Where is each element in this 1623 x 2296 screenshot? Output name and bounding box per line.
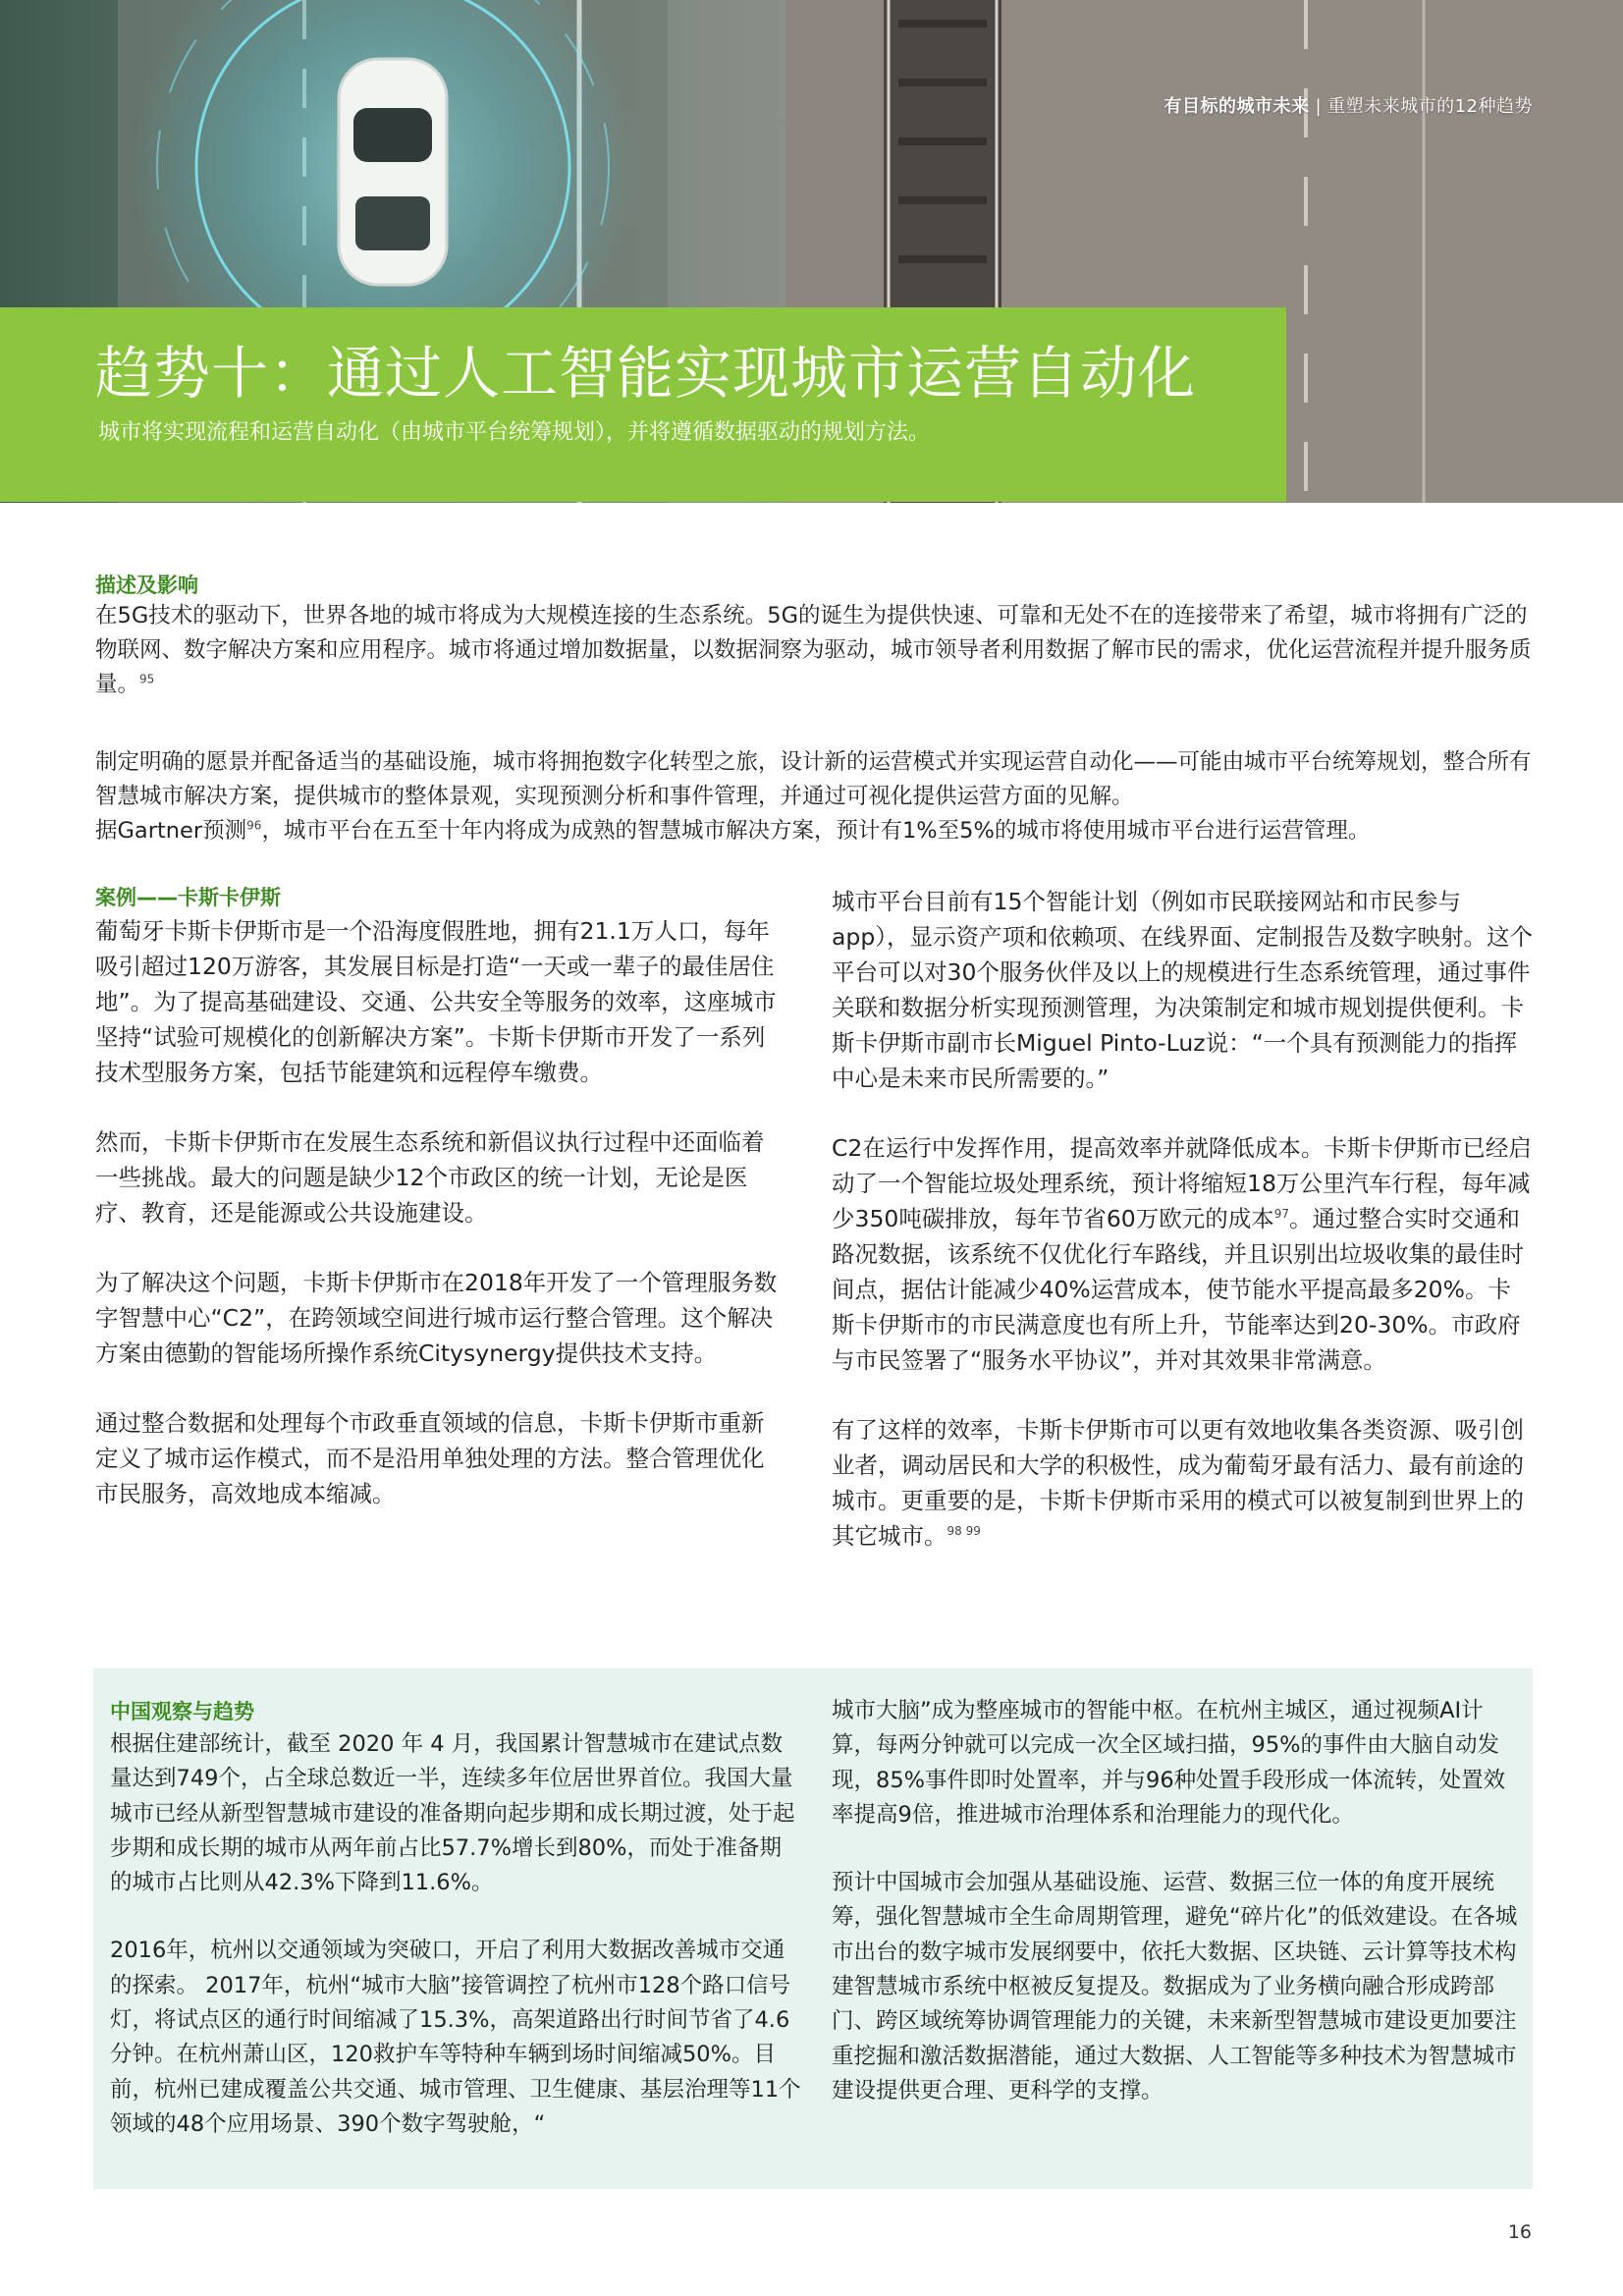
china-paragraph: 根据住建部统计，截至 2020 年 4 月，我国累计智慧城市在建试点数量达到749个，占全球总数近一半，连续多年位居世界首位。我国大量城市已经从新型智慧城市建设的准备期向起步期和成长期过渡，处于起步期和成长期的城市从两年前占比57.7%增长到80%，而处于准备期的城市占比则从42.3%下降到11.6%。 xyxy=(110,1731,795,1896)
page-subtitle: 城市将实现流程和运营自动化（由城市平台统筹规划），并将遵循数据驱动的规划方法。 xyxy=(98,420,931,445)
page-title: 趋势十：通过人工智能实现城市运营自动化 xyxy=(95,340,1197,407)
section-heading-description: 描述及影响 xyxy=(95,574,198,597)
intro-paragraph-3 xyxy=(95,814,1548,848)
case-paragraph xyxy=(832,1412,1534,1554)
footnote-ref: 97 xyxy=(1273,1207,1290,1222)
section-heading-case: 案例——卡斯卡伊斯 xyxy=(95,886,281,909)
case-p2-text-a: C2在运行中发挥作用，提高效率并就降低成本。卡斯卡伊斯市已经启动了一个智能垃圾处理系统，预计将缩短18万公里汽车行程，每年减少350吨碳排放，每年节省60万欧元的成本 xyxy=(832,1134,1532,1232)
case-paragraph: 通过整合数据和处理每个市政垂直领域的信息，卡斯卡伊斯市重新定义了城市运作模式，而不是沿用单独处理的方法。整合管理优化市民服务，高效地成本缩减。 xyxy=(95,1409,765,1507)
footnote-ref: 95 xyxy=(139,672,155,686)
header-separator: | xyxy=(1315,96,1323,117)
report-header-tag xyxy=(1164,92,1533,118)
case-right-column xyxy=(832,884,1534,1588)
report-title: 有目标的城市未来 xyxy=(1163,96,1310,117)
case-paragraph: 城市平台目前有15个智能计划（例如市民联接网站和市民参与app），显示资产项和依赖项、在线界面、定制报告及数字映射。这个平台可以对30个服务伙伴及以上的规模进行生态系统管理，通过事件关联和数据分析实现预测管理，为决策制定和城市规划提供便利。卡斯卡伊斯市副市长Miguel Pinto-Luz说：“一个具有预测能力的指挥中心是未来市民所需要的。” xyxy=(832,888,1533,1092)
section-heading-china: 中国观察与趋势 xyxy=(110,1700,254,1723)
case-p3-text: 有了这样的效率，卡斯卡伊斯市可以更有效地收集各类资源、吸引创业者，调动居民和大学的积极性，成为葡萄牙最有活力、最有前途的城市。更重要的是，卡斯卡伊斯市采用的模式可以被复制到世界上的其它城市。 xyxy=(832,1416,1524,1550)
report-subtitle: 重塑未来城市的12种趋势 xyxy=(1327,96,1533,117)
case-left-column xyxy=(95,882,783,1546)
page-number: 16 xyxy=(1507,2221,1532,2243)
intro-p3-text-b: ，城市平台在五至十年内将成为成熟的智慧城市解决方案，预计有1%至5%的城市将使用城市平台进行运营管理。 xyxy=(261,818,1371,844)
china-paragraph: 2016年，杭州以交通领域为突破口，开启了利用大数据改善城市交通的探索。 2017年，杭州“城市大脑”接管调控了杭州市128个路口信号灯，将试点区的通行时间缩减了15.3%，高架道路出行时间节省了4.6分钟。在杭州萧山区，120救护车等特种车辆到场时间缩减50%。目前，杭州已建成覆盖公共交通、城市管理、卫生健康、基层治理等11个领域的48个应用场景、390个数字驾驶舱，“ xyxy=(110,1938,801,2137)
intro-p3-text-a: 据Gartner预测 xyxy=(95,818,247,844)
china-paragraph: 预计中国城市会加强从基础设施、运营、数据三位一体的角度开展统筹，强化智慧城市全生命周期管理，避免“碎片化”的低效建设。在各城市出台的数字城市发展纲要中，依托大数据、区块链、云计算等技术构建智慧城市系统中枢被反复提及。数据成为了业务横向融合形成跨部门、跨区域统筹协调管理能力的关键，未来新型智慧城市建设更加要注重挖掘和激活数据潜能，通过大数据、人工智能等多种技术为智慧城市建设提供更合理、更科学的支撑。 xyxy=(832,1870,1518,2104)
china-right-column xyxy=(832,1694,1524,2142)
intro-p1-text: 在5G技术的驱动下，世界各地的城市将成为大规模连接的生态系统。5G的诞生为提供快速、可靠和无处不在的连接带来了希望，城市将拥有广泛的物联网、数字解决方案和应用程序。城市将通过增加数据量，以数据洞察为驱动，城市领导者利用数据了解市民的需求，优化运营流程并提升服务质量。 xyxy=(95,603,1532,697)
case-paragraph xyxy=(832,1130,1534,1378)
footnote-ref: 98 99 xyxy=(947,1524,981,1539)
china-paragraph: 城市大脑”成为整座城市的智能中枢。在杭州主城区，通过视频AI计算，每两分钟就可以完成一次全区域扫描，95%的事件由大脑自动发现，85%事件即时处置率，并与96种处置手段形成一体流转，处置效率提高9倍，推进城市治理体系和治理能力的现代化。 xyxy=(832,1698,1506,1828)
title-banner xyxy=(0,307,1286,502)
china-left-column xyxy=(110,1696,802,2175)
intro-paragraph-2: 制定明确的愿景并配备适当的基础设施，城市将拥抱数字化转型之旅，设计新的运营模式并实现运营自动化——可能由城市平台统筹规划，整合所有智慧城市解决方案，提供城市的整体景观，实现预测分析和事件管理，并通过可视化提供运营方面的见解。 xyxy=(95,749,1532,809)
case-paragraph: 然而，卡斯卡伊斯市在发展生态系统和新倡议执行过程中还面临着一些挑战。最大的问题是缺少12个市政区的统一计划，无论是医疗、教育，还是能源或公共设施建设。 xyxy=(95,1128,765,1227)
footnote-ref: 96 xyxy=(246,818,262,833)
intro-paragraph-1 xyxy=(95,599,1548,702)
case-paragraph: 为了解决这个问题，卡斯卡伊斯市在2018年开发了一个管理服务数字智慧中心“C2”，在跨领域空间进行城市运行整合管理。这个解决方案由德勤的智能场所操作系统Citysynergy提供技术支持。 xyxy=(95,1269,778,1367)
case-paragraph: 葡萄牙卡斯卡伊斯市是一个沿海度假胜地，拥有21.1万人口，每年吸引超过120万游客，其发展目标是打造“一天或一辈子的最佳居住地”。为了提高基础建设、交通、公共安全等服务的效率，这座城市坚持“试验可规模化的创新解决方案”。卡斯卡伊斯市开发了一系列技术型服务方案，包括节能建筑和远程停车缴费。 xyxy=(95,917,777,1086)
case-p2-text-b: 。通过整合实时交通和路况数据，该系统不仅优化行车路线，并且识别出垃圾收集的最佳时间点，据估计能减少40%运营成本，使节能水平提高最多20%。卡斯卡伊斯市的市民满意度也有所上升，节能率达到20-30%。市政府与市民签署了“服务水平协议”，并对其效果非常满意。 xyxy=(832,1205,1524,1374)
china-insights-box xyxy=(93,1668,1533,2189)
